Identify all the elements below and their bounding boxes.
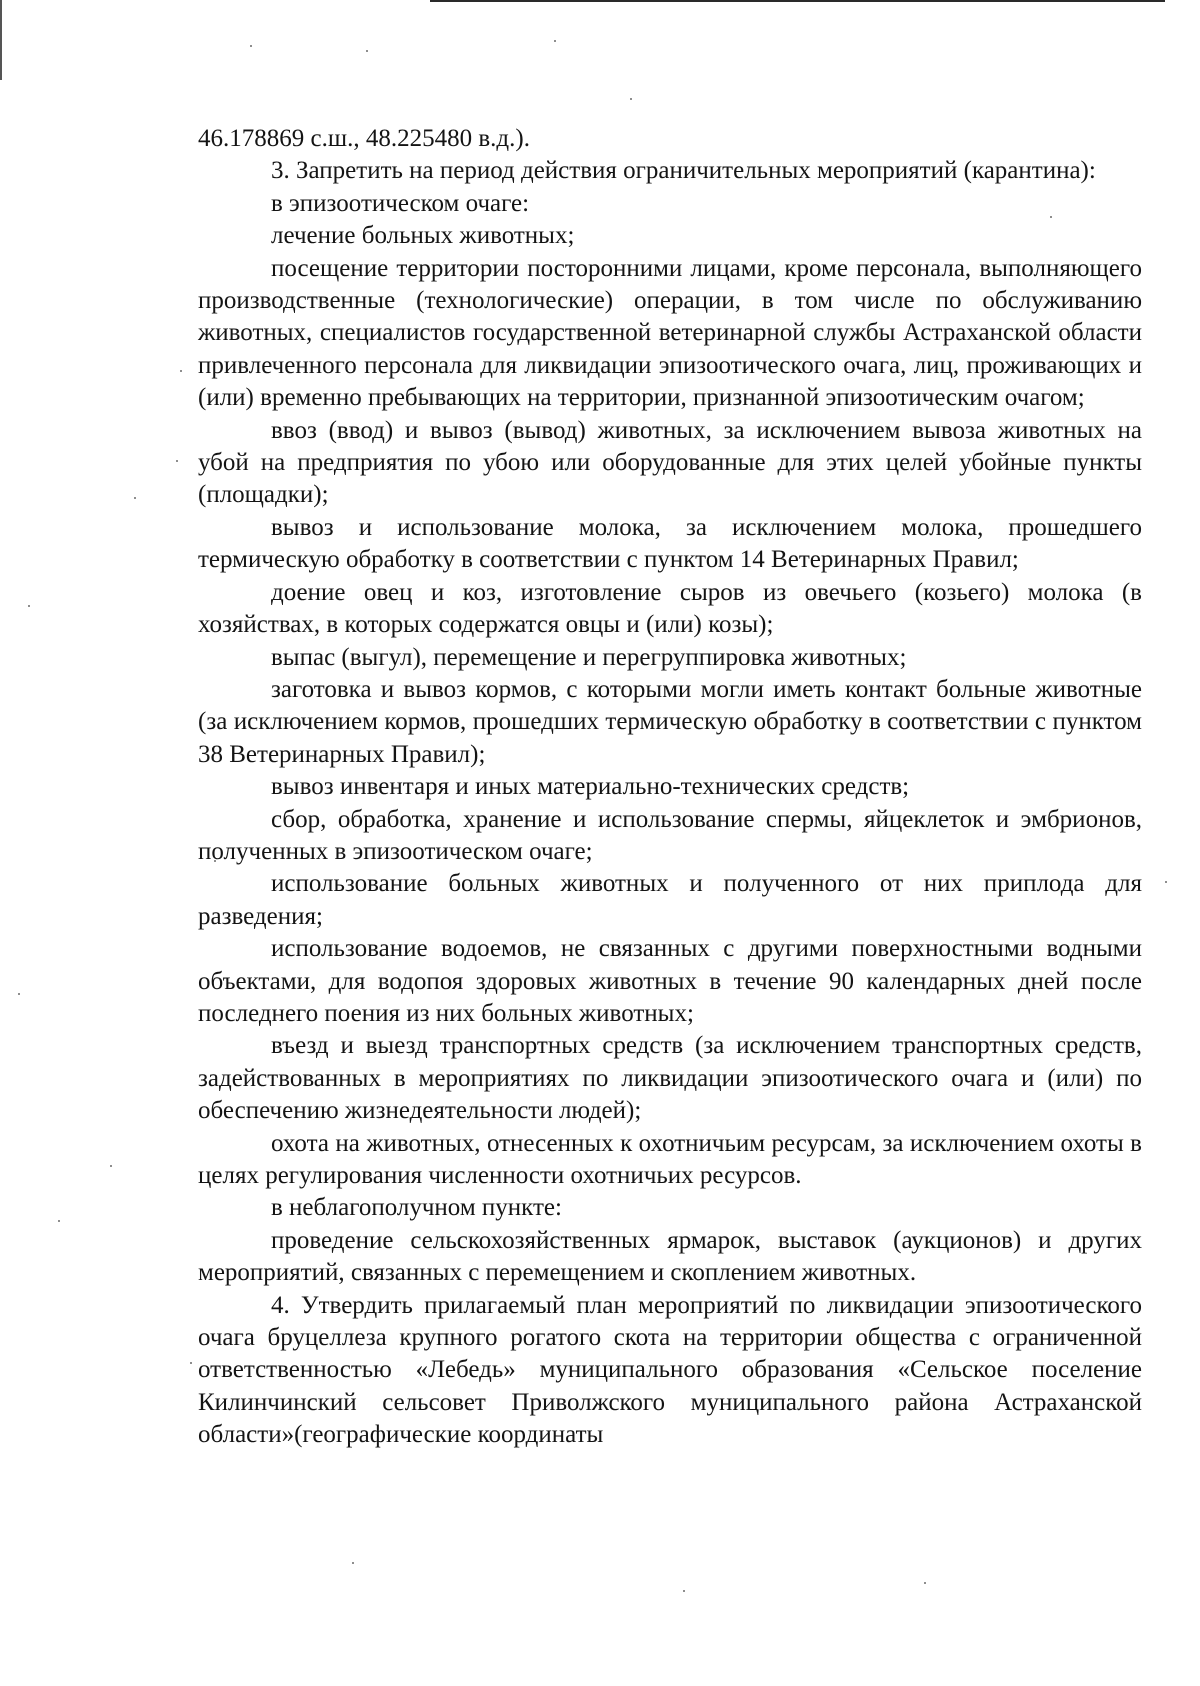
ban-visit: посещение территории посторонними лицами, кроме персонала, выполняющего производственные (технологические) операции, в том числе по обслуживанию животных, специалистов государственной ветеринарной службы Астраханской области привлеченного персонала для ликвидации эпизоотического очага, лиц, проживающих и (или) временно пребывающих на территории, признанной эпизоотическим очагом; xyxy=(198,254,1142,412)
ban-sperm: сбор, обработка, хранение и использование спермы, яйцеклеток и эмбрионов, полученных в эпизоотическом очаге; xyxy=(198,805,1142,865)
ban-hunting: охота на животных, отнесенных к охотничьим ресурсам, за исключением охоты в целях регулирования численности охотничьих ресурсов. xyxy=(198,1129,1142,1189)
item-4: 4. Утвердить прилагаемый план мероприятий по ликвидации эпизоотического очага бруцеллеза крупного рогатого скота на территории общества с ограниченной ответственностью «Лебедь» муниципального образования «Сельское поселение Килинчинский сельсовет Приволжского муниципального района Астраханской области»(географические координаты xyxy=(198,1291,1142,1449)
scan-speck xyxy=(250,45,252,47)
scan-speck xyxy=(18,993,20,995)
scan-speck xyxy=(924,1582,926,1584)
ban-milk: вывоз и использование молока, за исключением молока, прошедшего термическую обработку в соответствии с пунктом 14 Ветеринарных Правил; xyxy=(198,513,1142,574)
scan-speck xyxy=(110,1165,112,1167)
ban-feed: заготовка и вывоз кормов, с которыми могли иметь контакт больные животные (за исключением кормов, прошедших термическую обработку в соответствии с пунктом 38 Ветеринарных Правил); xyxy=(198,675,1142,768)
ban-water: использование водоемов, не связанных с другими поверхностными водными объектами, для водопоя здоровых животных в течение 90 календарных дней после последнего поения из них больных животных; xyxy=(198,935,1142,1027)
scan-speck xyxy=(180,370,182,372)
ban-breeding: использование больных животных и полученного от них приплода для разведения; xyxy=(198,870,1142,930)
scan-speck xyxy=(630,98,632,100)
scan-speck xyxy=(366,50,368,52)
area-heading: в неблагополучном пункте: xyxy=(271,1194,562,1222)
item-3-intro: 3. Запретить на период действия ограничительных мероприятий (карантина): xyxy=(271,157,1096,185)
document-body xyxy=(198,123,1142,1452)
ban-treatment: лечение больных животных; xyxy=(271,222,575,250)
top-border-line xyxy=(430,0,1165,2)
ban-animal-transport: ввоз (ввод) и вывоз (вывод) животных, за исключением вывоза животных на убой на предприятия по убою или оборудованные для этих целей убойные пункты (площадки); xyxy=(198,416,1142,509)
scan-speck xyxy=(134,497,136,499)
ban-grazing: выпас (выгул), перемещение и перегруппировка животных; xyxy=(271,643,907,671)
ban-milking: доение овец и коз, изготовление сыров из овечьего (козьего) молока (в хозяйствах, в которых содержатся овцы и (или) козы); xyxy=(198,578,1142,639)
ban-fairs: проведение сельскохозяйственных ярмарок, выставок (аукционов) и других мероприятий, связанных с перемещением и скоплением животных. xyxy=(198,1226,1142,1287)
ban-equipment: вывоз инвентаря и иных материально-технических средств; xyxy=(271,773,910,801)
left-scan-edge xyxy=(0,0,2,80)
coordinates-line: 46.178869 с.ш., 48.225480 в.д.). xyxy=(198,125,530,152)
scan-speck xyxy=(352,1562,354,1564)
scan-speck xyxy=(190,1362,192,1364)
ban-vehicles: въезд и выезд транспортных средств (за исключением транспортных средств, задействованных в мероприятиях по ликвидации эпизоотического очага и (или) по обеспечению жизнедеятельности людей); xyxy=(198,1032,1142,1125)
scan-speck xyxy=(554,40,556,42)
focus-heading: в эпизоотическом очаге: xyxy=(271,189,530,217)
scan-speck xyxy=(683,1590,685,1592)
scan-speck xyxy=(28,605,30,607)
scan-speck xyxy=(1165,881,1167,883)
scan-speck xyxy=(176,460,178,462)
scan-speck xyxy=(58,1220,60,1222)
